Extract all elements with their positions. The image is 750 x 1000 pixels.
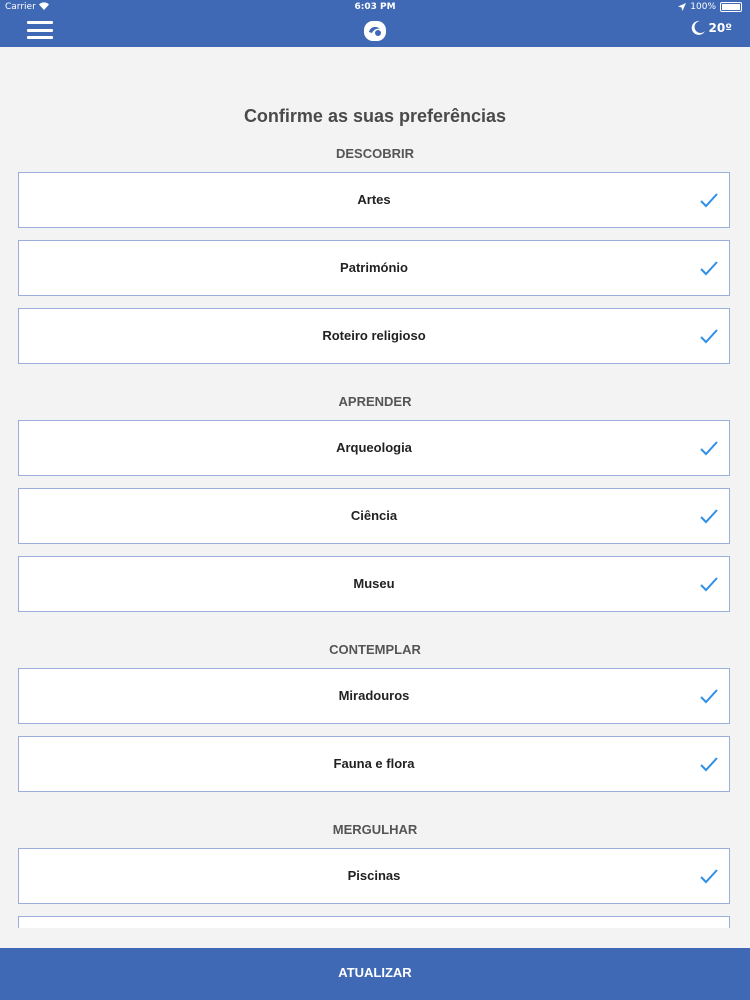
checkmark-icon: [699, 439, 719, 457]
preference-label: Arqueologia: [336, 440, 412, 455]
section-title-descobrir: DESCOBRIR: [335, 146, 414, 161]
preference-row-artes[interactable]: [18, 172, 730, 228]
preference-label: Fauna e flora: [333, 756, 415, 771]
battery-icon: [720, 2, 742, 12]
checkmark-icon: [699, 259, 719, 277]
status-time: 6:03 PM: [354, 2, 396, 12]
hamburger-menu-icon[interactable]: [27, 21, 53, 39]
carrier-label: Carrier: [5, 2, 36, 12]
update-button[interactable]: ATUALIZAR: [0, 948, 750, 1000]
preference-label: Património: [340, 260, 408, 275]
preference-label: Roteiro religioso: [322, 328, 426, 343]
preference-row-arqueologia[interactable]: [18, 420, 730, 476]
preference-row-piscinas[interactable]: [18, 848, 730, 904]
checkmark-icon: [699, 867, 719, 885]
app-logo-icon[interactable]: [363, 20, 387, 42]
checkmark-icon: [699, 687, 719, 705]
checkmark-icon: [699, 755, 719, 773]
status-bar: [0, 0, 750, 14]
preference-row-fauna-e-flora[interactable]: [18, 736, 730, 792]
preference-row-ciencia[interactable]: [18, 488, 730, 544]
preference-label: Ciência: [350, 508, 398, 523]
preference-label: Miradouros: [338, 688, 410, 703]
preference-label: Artes: [357, 192, 391, 207]
status-right: [678, 2, 742, 12]
preference-row-patrimonio[interactable]: [18, 240, 730, 296]
preference-row-miradouros[interactable]: [18, 668, 730, 724]
preference-row-museu[interactable]: [18, 556, 730, 612]
top-bar: [0, 0, 750, 47]
preference-label: Piscinas: [347, 868, 401, 883]
moon-icon: [690, 20, 706, 36]
section-title-mergulhar: MERGULHAR: [332, 822, 418, 837]
checkmark-icon: [699, 575, 719, 593]
section-title-aprender: APRENDER: [338, 394, 412, 409]
battery-percent: 100%: [690, 2, 716, 12]
preference-label: Museu: [353, 576, 395, 591]
section-title-contemplar: CONTEMPLAR: [329, 642, 421, 657]
checkmark-icon: [699, 191, 719, 209]
page-title: Confirme as suas preferências: [243, 106, 507, 126]
weather-widget: [690, 20, 732, 36]
preference-row-partial[interactable]: [18, 916, 730, 928]
checkmark-icon: [699, 327, 719, 345]
preference-row-roteiro-religioso[interactable]: [18, 308, 730, 364]
temperature: 20º: [708, 21, 732, 35]
checkmark-icon: [699, 507, 719, 525]
location-arrow-icon: [678, 3, 686, 11]
